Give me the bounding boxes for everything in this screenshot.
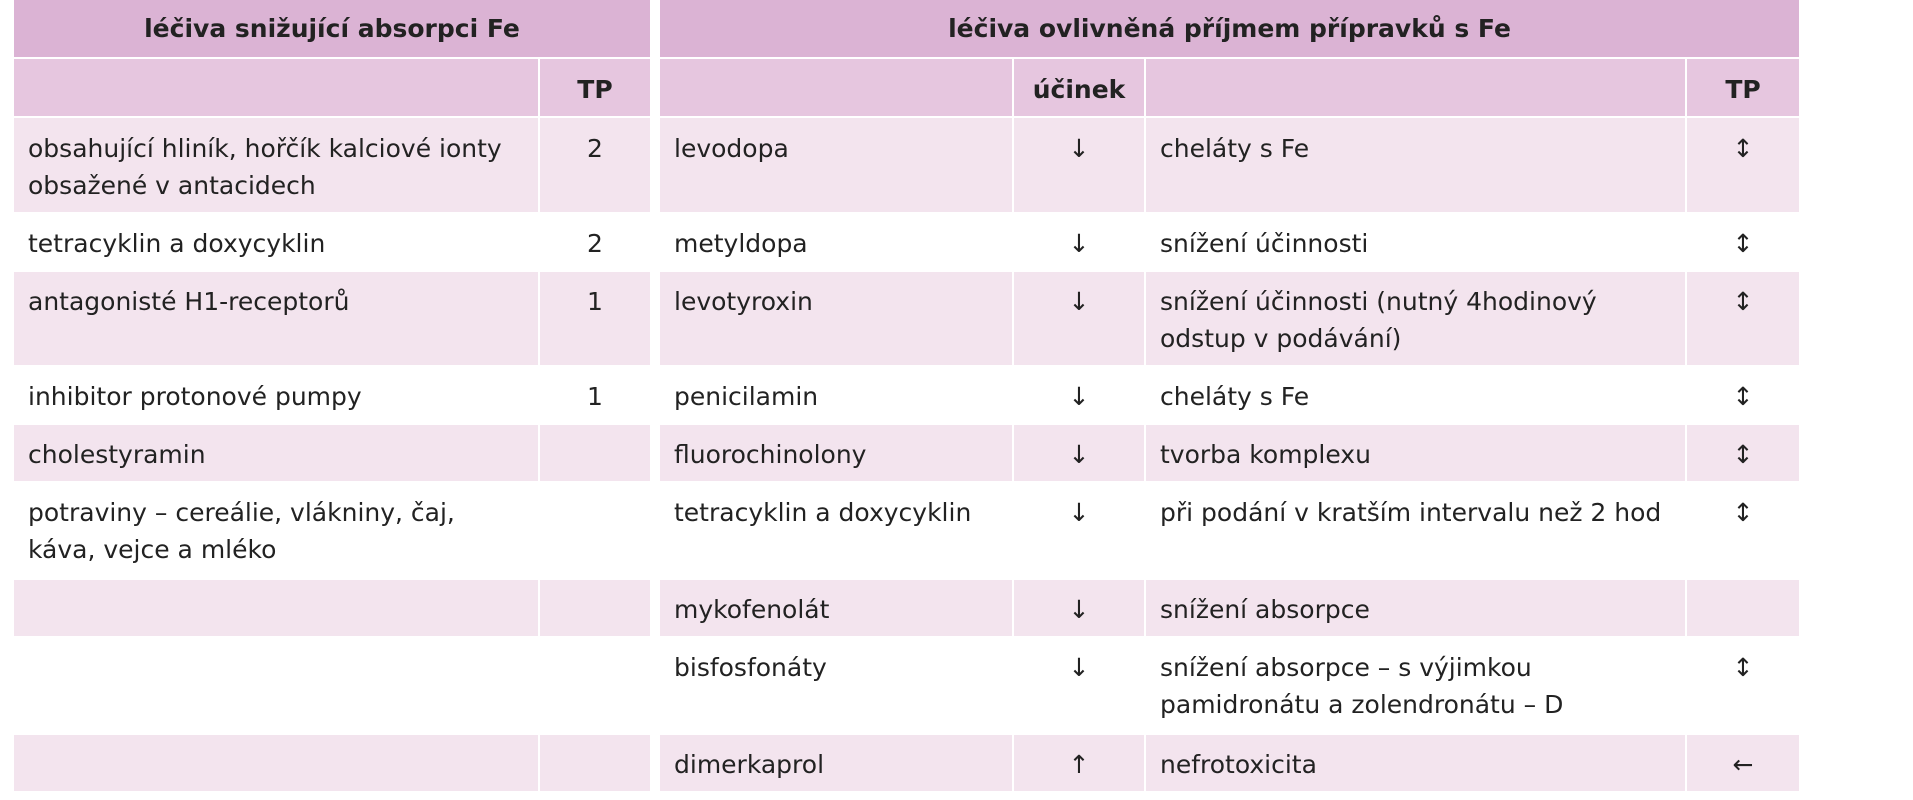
effect-cell: ↑ bbox=[1013, 734, 1145, 792]
table-row bbox=[14, 117, 1800, 213]
effect-cell: ↓ bbox=[1013, 424, 1145, 482]
right-tp-header: TP bbox=[1686, 58, 1800, 117]
right-drug-cell: penicilamin bbox=[655, 366, 1013, 424]
right-drug-cell: metyldopa bbox=[655, 213, 1013, 271]
table-row bbox=[14, 482, 1800, 579]
left-drug-cell bbox=[14, 637, 539, 734]
right-tp-cell: ↕ bbox=[1686, 366, 1800, 424]
left-drug-cell: obsahující hliník, hořčík kalciové ionty obsažené v antacidech bbox=[14, 117, 539, 213]
right-drug-cell: dimerkaprol bbox=[655, 734, 1013, 792]
right-drug-cell: bisfosfonáty bbox=[655, 637, 1013, 734]
effect-cell: ↓ bbox=[1013, 579, 1145, 637]
right-tp-cell: ↕ bbox=[1686, 271, 1800, 366]
table-row bbox=[14, 579, 1800, 637]
right-drug-cell: levodopa bbox=[655, 117, 1013, 213]
left-drug-cell: tetracyklin a doxycyklin bbox=[14, 213, 539, 271]
effect-cell: ↓ bbox=[1013, 271, 1145, 366]
right-tp-cell: ↕ bbox=[1686, 424, 1800, 482]
right-tp-cell bbox=[1686, 579, 1800, 637]
table-row bbox=[14, 213, 1800, 271]
right-tp-cell: ← bbox=[1686, 734, 1800, 792]
right-drug-cell: tetracyklin a doxycyklin bbox=[655, 482, 1013, 579]
left-drug-header bbox=[14, 58, 539, 117]
description-cell: při podání v kratším intervalu než 2 hod bbox=[1145, 482, 1686, 579]
left-tp-cell bbox=[539, 734, 655, 792]
left-drug-cell bbox=[14, 579, 539, 637]
right-drug-cell: mykofenolát bbox=[655, 579, 1013, 637]
effect-cell: ↓ bbox=[1013, 117, 1145, 213]
description-cell: snížení účinnosti bbox=[1145, 213, 1686, 271]
right-drug-cell: levotyroxin bbox=[655, 271, 1013, 366]
table-row bbox=[14, 637, 1800, 734]
table-row bbox=[14, 424, 1800, 482]
description-cell: tvorba komplexu bbox=[1145, 424, 1686, 482]
header-row-group bbox=[14, 0, 1800, 58]
effect-cell: ↓ bbox=[1013, 213, 1145, 271]
right-drug-cell: fluorochinolony bbox=[655, 424, 1013, 482]
left-drug-cell bbox=[14, 734, 539, 792]
left-drug-cell: cholestyramin bbox=[14, 424, 539, 482]
left-drug-cell: potraviny – cereálie, vlákniny, čaj, káva, vejce a mléko bbox=[14, 482, 539, 579]
right-group-header: léčiva ovlivněná příjmem přípravků s Fe bbox=[655, 0, 1800, 58]
left-tp-cell: 1 bbox=[539, 366, 655, 424]
left-drug-cell: inhibitor protonové pumpy bbox=[14, 366, 539, 424]
effect-header: účinek bbox=[1013, 58, 1145, 117]
effect-cell: ↓ bbox=[1013, 366, 1145, 424]
description-cell: nefrotoxicita bbox=[1145, 734, 1686, 792]
description-cell: snížení absorpce – s výjimkou pamidronátu a zolendronátu – D bbox=[1145, 637, 1686, 734]
description-cell: snížení absorpce bbox=[1145, 579, 1686, 637]
description-cell: snížení účinnosti (nutný 4hodinový odstup v podávání) bbox=[1145, 271, 1686, 366]
left-tp-cell: 2 bbox=[539, 117, 655, 213]
table-row bbox=[14, 366, 1800, 424]
left-tp-cell bbox=[539, 579, 655, 637]
left-drug-cell: antagonisté H1-receptorů bbox=[14, 271, 539, 366]
left-tp-cell: 2 bbox=[539, 213, 655, 271]
right-tp-cell: ↕ bbox=[1686, 637, 1800, 734]
iron-interaction-table bbox=[14, 0, 1801, 793]
left-group-header: léčiva snižující absorpci Fe bbox=[14, 0, 655, 58]
left-tp-cell bbox=[539, 424, 655, 482]
left-tp-header: TP bbox=[539, 58, 655, 117]
left-tp-cell bbox=[539, 482, 655, 579]
right-tp-cell: ↕ bbox=[1686, 213, 1800, 271]
description-header bbox=[1145, 58, 1686, 117]
effect-cell: ↓ bbox=[1013, 637, 1145, 734]
right-drug-header bbox=[655, 58, 1013, 117]
interaction-table-container bbox=[14, 0, 1800, 793]
left-tp-cell: 1 bbox=[539, 271, 655, 366]
effect-cell: ↓ bbox=[1013, 482, 1145, 579]
header-row-columns bbox=[14, 58, 1800, 117]
left-tp-cell bbox=[539, 637, 655, 734]
right-tp-cell: ↕ bbox=[1686, 482, 1800, 579]
table-row bbox=[14, 271, 1800, 366]
description-cell: cheláty s Fe bbox=[1145, 366, 1686, 424]
table-row bbox=[14, 734, 1800, 792]
right-tp-cell: ↕ bbox=[1686, 117, 1800, 213]
description-cell: cheláty s Fe bbox=[1145, 117, 1686, 213]
